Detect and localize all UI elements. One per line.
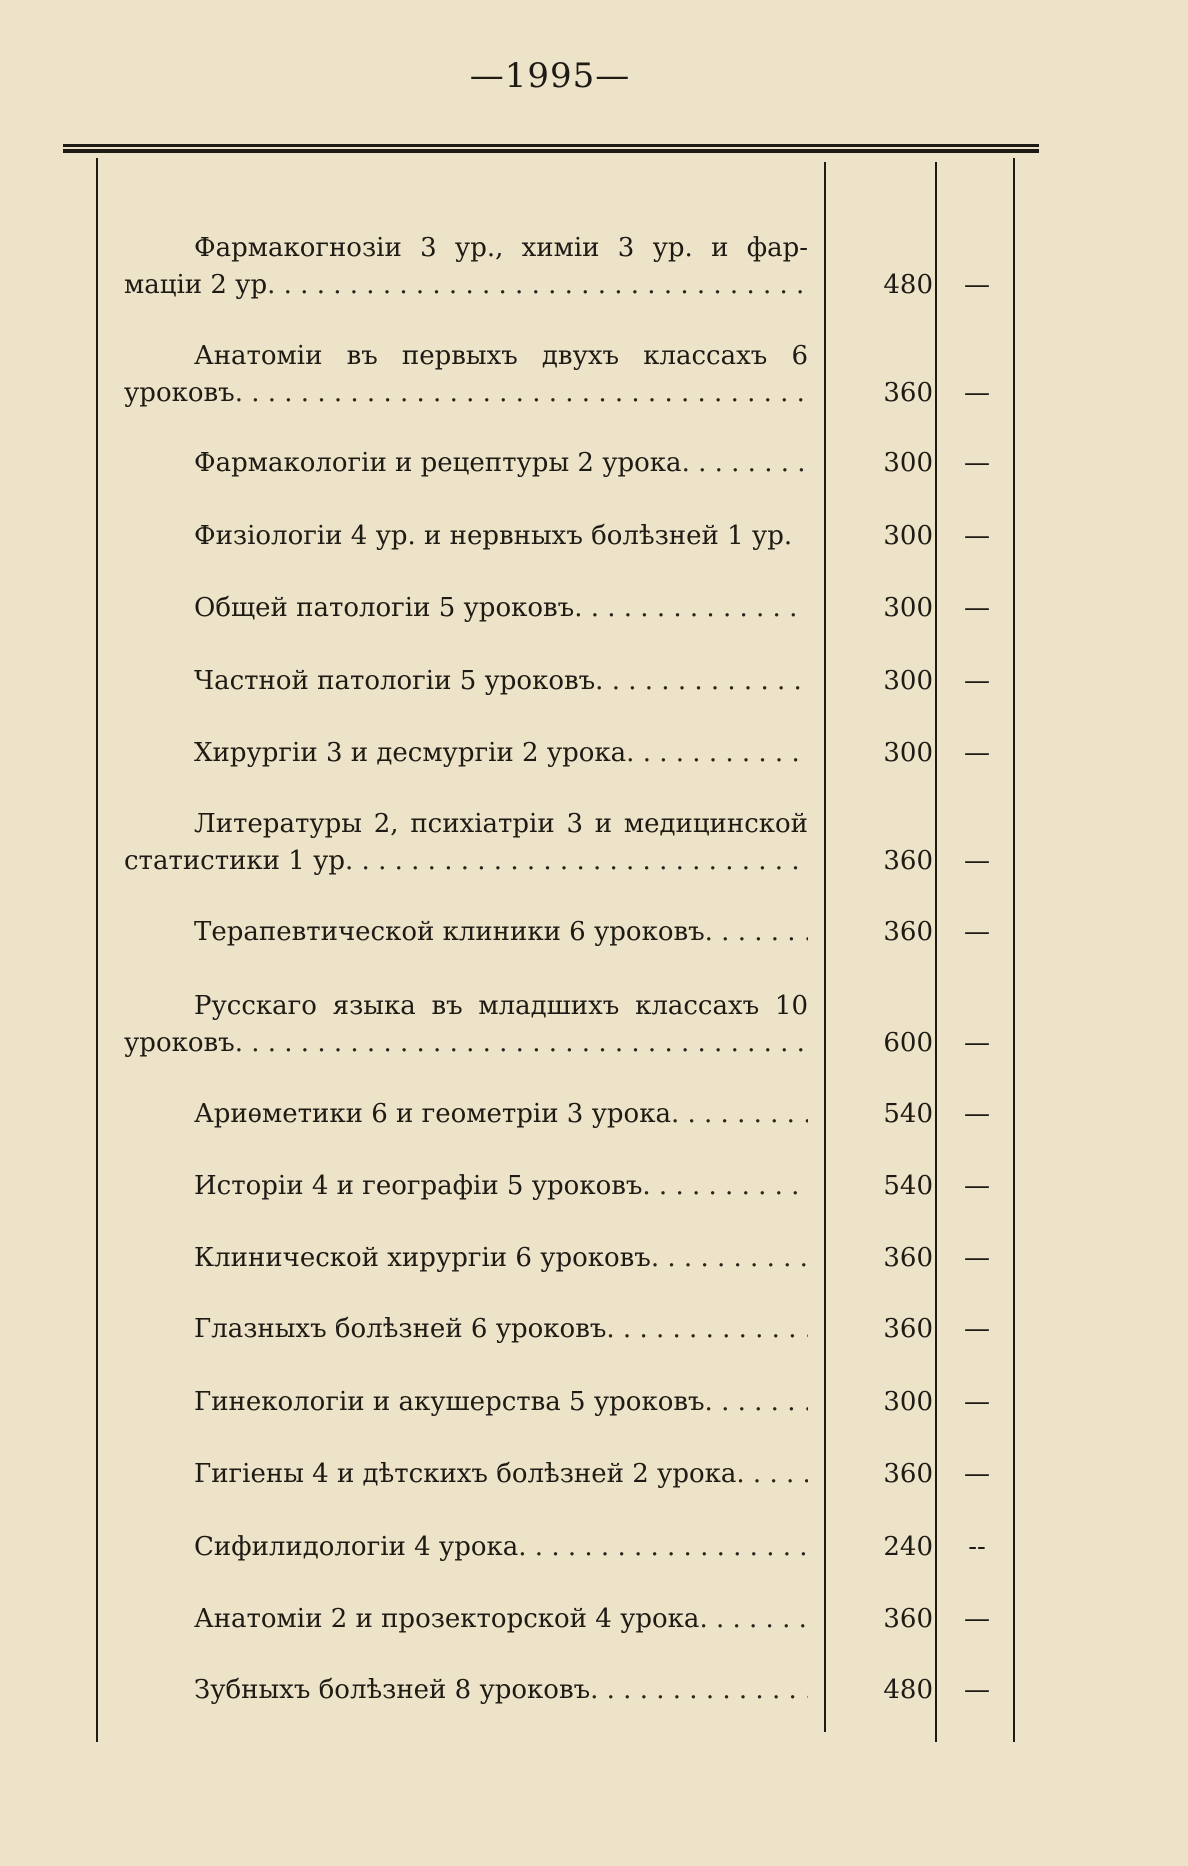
rubles-value: 300 bbox=[883, 738, 933, 768]
dot-leader bbox=[590, 1672, 808, 1709]
rubles-value: 300 bbox=[883, 593, 933, 623]
rubles-value: 480 bbox=[883, 1675, 933, 1705]
rubles-value: 360 bbox=[883, 1604, 933, 1634]
row-description: Гигіены 4 и дѣтскихъ болѣзней 2 урока . . . bbox=[124, 1456, 808, 1493]
dot-leader bbox=[671, 1096, 808, 1133]
kopecks-value: — bbox=[964, 738, 990, 768]
rubles-value: 360 bbox=[883, 917, 933, 947]
rubles-value: 360 bbox=[883, 846, 933, 876]
dot-leader bbox=[606, 1311, 808, 1348]
dot-leader bbox=[642, 1168, 808, 1205]
kopecks-value: — bbox=[964, 448, 990, 478]
kopecks-value: — bbox=[964, 1459, 990, 1489]
row-description: Фармакогнозіи 3 ур., химіи 3 ур. и фар- маціи 2 ур . . . bbox=[124, 230, 808, 304]
row-description: Сифилидологіи 4 урока . . . bbox=[124, 1529, 808, 1566]
dot-leader bbox=[705, 914, 808, 951]
kopecks-value: — bbox=[964, 1171, 990, 1201]
rubles-value: 360 bbox=[883, 378, 933, 408]
table-left-border bbox=[96, 158, 98, 1742]
row-description: Хирургіи 3 и десмургіи 2 урока . . . bbox=[124, 735, 808, 772]
row-description: Литературы 2, психіатріи 3 и медицинской статистики 1 ур . . . bbox=[124, 806, 808, 880]
rubles-value: 480 bbox=[883, 270, 933, 300]
dot-leader bbox=[736, 1456, 808, 1493]
dot-leader bbox=[705, 1384, 808, 1421]
row-description: Частной патологіи 5 уроковъ . . . bbox=[124, 663, 808, 700]
kopecks-value: — bbox=[964, 1314, 990, 1344]
rubles-value: 600 bbox=[883, 1028, 933, 1058]
rubles-value: 300 bbox=[883, 448, 933, 478]
kopecks-value: — bbox=[964, 1028, 990, 1058]
kopecks-value: — bbox=[964, 917, 990, 947]
row-description: Общей патологіи 5 уроковъ . . . bbox=[124, 590, 808, 627]
row-description: Исторіи 4 и географіи 5 уроковъ . . . bbox=[124, 1168, 808, 1205]
kopecks-value: — bbox=[964, 666, 990, 696]
row-description: Терапевтической клиники 6 уроковъ . . . bbox=[124, 914, 808, 951]
rubles-value: 360 bbox=[883, 1314, 933, 1344]
row-description: Русскаго языка въ младшихъ классахъ 10 уроковъ . . . bbox=[124, 988, 808, 1062]
kopecks-value: — bbox=[964, 378, 990, 408]
row-description: Зубныхъ болѣзней 8 уроковъ . . . bbox=[124, 1672, 808, 1709]
kopecks-value: — bbox=[964, 593, 990, 623]
kopecks-value: — bbox=[964, 521, 990, 551]
rubles-column-left-border bbox=[824, 162, 826, 1732]
rubles-value: 240 bbox=[883, 1532, 933, 1562]
dot-leader bbox=[595, 663, 808, 700]
rubles-value: 360 bbox=[883, 1459, 933, 1489]
row-description: Ариѳметики 6 и геометріи 3 урока . . . bbox=[124, 1096, 808, 1133]
row-description: Клинической хирургіи 6 уроковъ . . . bbox=[124, 1240, 808, 1277]
kopecks-value: — bbox=[964, 846, 990, 876]
row-description: Гинекологіи и акушерства 5 уроковъ . . . bbox=[124, 1384, 808, 1421]
dot-leader bbox=[626, 735, 808, 772]
row-description: Глазныхъ болѣзней 6 уроковъ . . . bbox=[124, 1311, 808, 1348]
rubles-value: 360 bbox=[883, 1243, 933, 1273]
dot-leader bbox=[574, 590, 808, 627]
page-number: —1995— bbox=[469, 56, 631, 96]
kopecks-value: — bbox=[964, 1099, 990, 1129]
dot-leader bbox=[267, 267, 808, 304]
kopecks-column-left-border bbox=[935, 162, 937, 1742]
kopecks-value: — bbox=[964, 1604, 990, 1634]
dot-leader bbox=[235, 1025, 808, 1062]
dot-leader bbox=[682, 445, 808, 482]
row-description: Фармакологіи и рецептуры 2 урока . . . bbox=[124, 445, 808, 482]
kopecks-value: — bbox=[964, 270, 990, 300]
kopecks-value: — bbox=[964, 1243, 990, 1273]
rubles-value: 300 bbox=[883, 1387, 933, 1417]
dot-leader bbox=[345, 843, 808, 880]
dot-leader bbox=[651, 1240, 808, 1277]
kopecks-value: — bbox=[964, 1387, 990, 1417]
rubles-value: 540 bbox=[883, 1171, 933, 1201]
rubles-value: 300 bbox=[883, 521, 933, 551]
top-double-rule bbox=[63, 144, 1039, 153]
dot-leader bbox=[235, 375, 808, 412]
row-description: Анатоміи въ первыхъ двухъ классахъ 6 уроковъ . . . bbox=[124, 338, 808, 412]
rubles-value: 540 bbox=[883, 1099, 933, 1129]
row-description: Анатоміи 2 и прозекторской 4 урока . . . bbox=[124, 1601, 808, 1638]
kopecks-value: — bbox=[964, 1675, 990, 1705]
kopecks-value: -- bbox=[968, 1532, 986, 1562]
rubles-value: 300 bbox=[883, 666, 933, 696]
dot-leader bbox=[699, 1601, 808, 1638]
row-description: Физіологіи 4 ур. и нервныхъ болѣзней 1 ур. bbox=[194, 521, 793, 551]
dot-leader bbox=[518, 1529, 808, 1566]
table-right-border bbox=[1013, 158, 1015, 1742]
